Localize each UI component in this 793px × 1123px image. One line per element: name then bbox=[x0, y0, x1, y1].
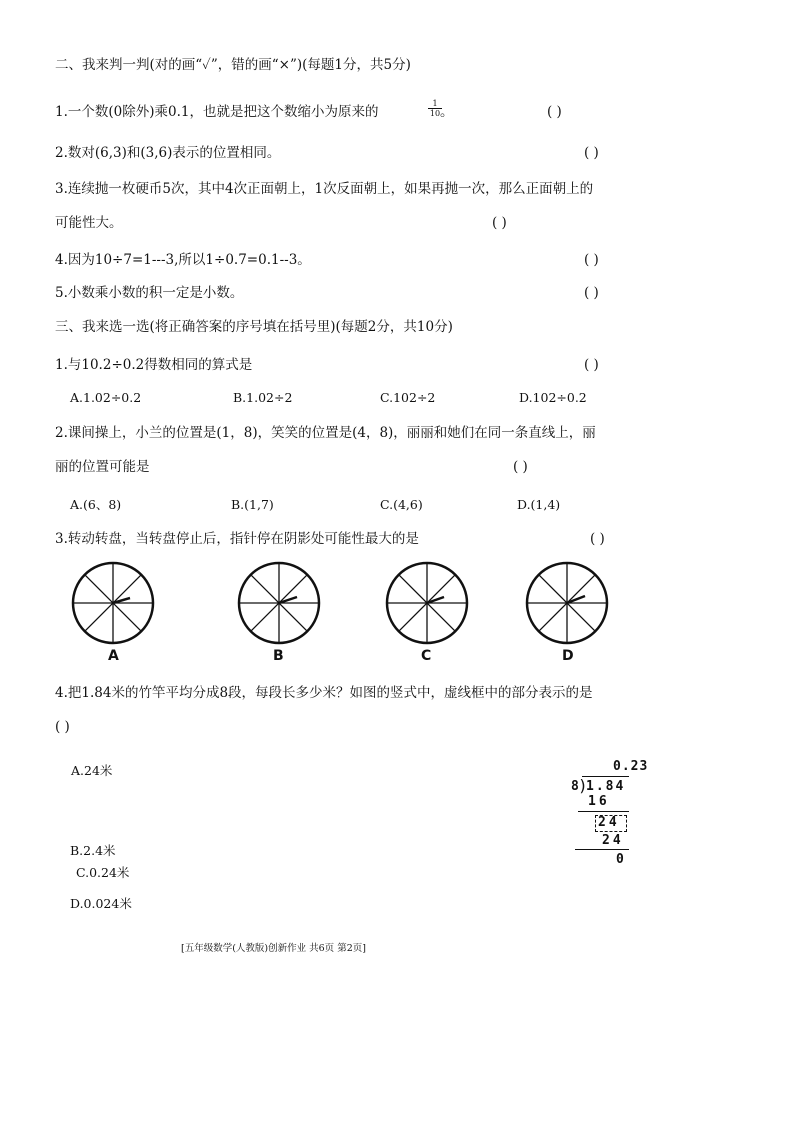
s3-q1-text: 1.与10.2÷0.2得数相同的算式是 bbox=[55, 357, 253, 373]
s2-q5-text: 5.小数乘小数的积一定是小数。 bbox=[55, 285, 244, 301]
s3-q2-option-b[interactable]: B.(1,7) bbox=[231, 497, 274, 512]
s3-q2-option-c[interactable]: C.(4,6) bbox=[380, 497, 423, 512]
s2-q4-text: 4.因为10÷7=1---3,所以1÷0.7=0.1--3。 bbox=[55, 252, 311, 268]
s2-q1-text: 1.一个数(0除外)乘0.1，也就是把这个数缩小为原来的 bbox=[55, 104, 379, 120]
s2-q3-line1: 3.连续抛一枚硬币5次，其中4次正面朝上，1次反面朝上，如果再抛一次，那么正面朝上的 bbox=[55, 181, 594, 197]
section3-title: 三、我来选一选(将正确答案的序号填在括号里)(每题2分，共10分) bbox=[55, 319, 453, 335]
s3-q1-option-d[interactable]: D.102÷0.2 bbox=[519, 390, 587, 405]
s3-q4-option-b[interactable]: B.2.4米 bbox=[70, 843, 116, 858]
s2-q1-answer-paren[interactable]: ( ) bbox=[547, 104, 562, 120]
s3-q1-option-c[interactable]: C.102÷2 bbox=[380, 390, 436, 405]
division-rule bbox=[578, 811, 629, 812]
division-bar bbox=[582, 776, 629, 777]
s3-q2-option-d[interactable]: D.(1,4) bbox=[517, 497, 561, 512]
s3-q4-option-a[interactable]: A.24米 bbox=[71, 763, 113, 778]
s3-q1-option-a[interactable]: A.1.02÷0.2 bbox=[70, 390, 142, 405]
division-step-16: 16 bbox=[588, 794, 610, 809]
s2-q2-text: 2.数对(6,3)和(3,6)表示的位置相同。 bbox=[55, 145, 281, 161]
s3-q4-line1: 4.把1.84米的竹竿平均分成8段，每段长多少米？如图的竖式中，虚线框中的部分表示的是 bbox=[55, 685, 593, 701]
s2-q4-answer-paren[interactable]: ( ) bbox=[584, 252, 599, 268]
s2-q3-line2: 可能性大。 bbox=[55, 215, 123, 231]
wheel-label-a: A bbox=[108, 648, 119, 664]
fraction-numerator: 1 bbox=[432, 99, 438, 108]
spinner-wheel-c[interactable] bbox=[385, 561, 469, 645]
division-dividend: 1.84 bbox=[586, 779, 626, 794]
division-bracket: ) bbox=[578, 776, 588, 795]
s3-q2-answer-paren[interactable]: ( ) bbox=[513, 459, 528, 475]
s3-q2-line2: 丽的位置可能是 bbox=[55, 459, 150, 475]
s2-q5-answer-paren[interactable]: ( ) bbox=[584, 285, 599, 301]
long-division-figure bbox=[565, 756, 649, 868]
division-divisor: 8 bbox=[571, 779, 579, 794]
s3-q2-line1: 2.课间操上，小兰的位置是(1，8)，笑笑的位置是(4，8)，丽丽和她们在同一条直线上，丽 bbox=[55, 425, 596, 441]
page-footer: [五年级数学(人教版)创新作业 共6页 第2页] bbox=[181, 943, 366, 954]
s3-q4-answer-paren[interactable]: ( ) bbox=[55, 719, 70, 735]
s3-q4-option-d[interactable]: D.0.024米 bbox=[70, 896, 132, 911]
s3-q2-option-a[interactable]: A.(6、8) bbox=[70, 497, 122, 512]
s3-q3-text: 3.转动转盘，当转盘停止后，指针停在阴影处可能性最大的是 bbox=[55, 531, 419, 547]
spinner-wheel-a[interactable] bbox=[71, 561, 155, 645]
fraction-denominator: 10 bbox=[429, 109, 441, 118]
division-quotient: 0.23 bbox=[613, 759, 649, 774]
spinner-wheel-b[interactable] bbox=[237, 561, 321, 645]
s3-q3-answer-paren[interactable]: ( ) bbox=[590, 531, 605, 547]
wheel-label-d: D bbox=[562, 648, 574, 664]
s3-q4-option-c[interactable]: C.0.24米 bbox=[76, 865, 130, 880]
section2-title: 二、我来判一判(对的画“✓”，错的画“×”)(每题1分，共5分) bbox=[55, 57, 411, 73]
spinner-wheel-d[interactable] bbox=[525, 561, 609, 645]
division-rule bbox=[575, 849, 629, 850]
division-step-24-sub: 24 bbox=[602, 833, 624, 848]
wheel-label-c: C bbox=[421, 648, 432, 664]
s2-q1-end: 。 bbox=[440, 104, 454, 120]
division-remainder: 0 bbox=[616, 852, 624, 867]
s2-q3-answer-paren[interactable]: ( ) bbox=[492, 215, 507, 231]
division-step-24: 24 bbox=[598, 815, 620, 830]
s3-q1-option-b[interactable]: B.1.02÷2 bbox=[233, 390, 293, 405]
s2-q2-answer-paren[interactable]: ( ) bbox=[584, 145, 599, 161]
wheel-label-b: B bbox=[273, 648, 284, 664]
s3-q1-answer-paren[interactable]: ( ) bbox=[584, 357, 599, 373]
